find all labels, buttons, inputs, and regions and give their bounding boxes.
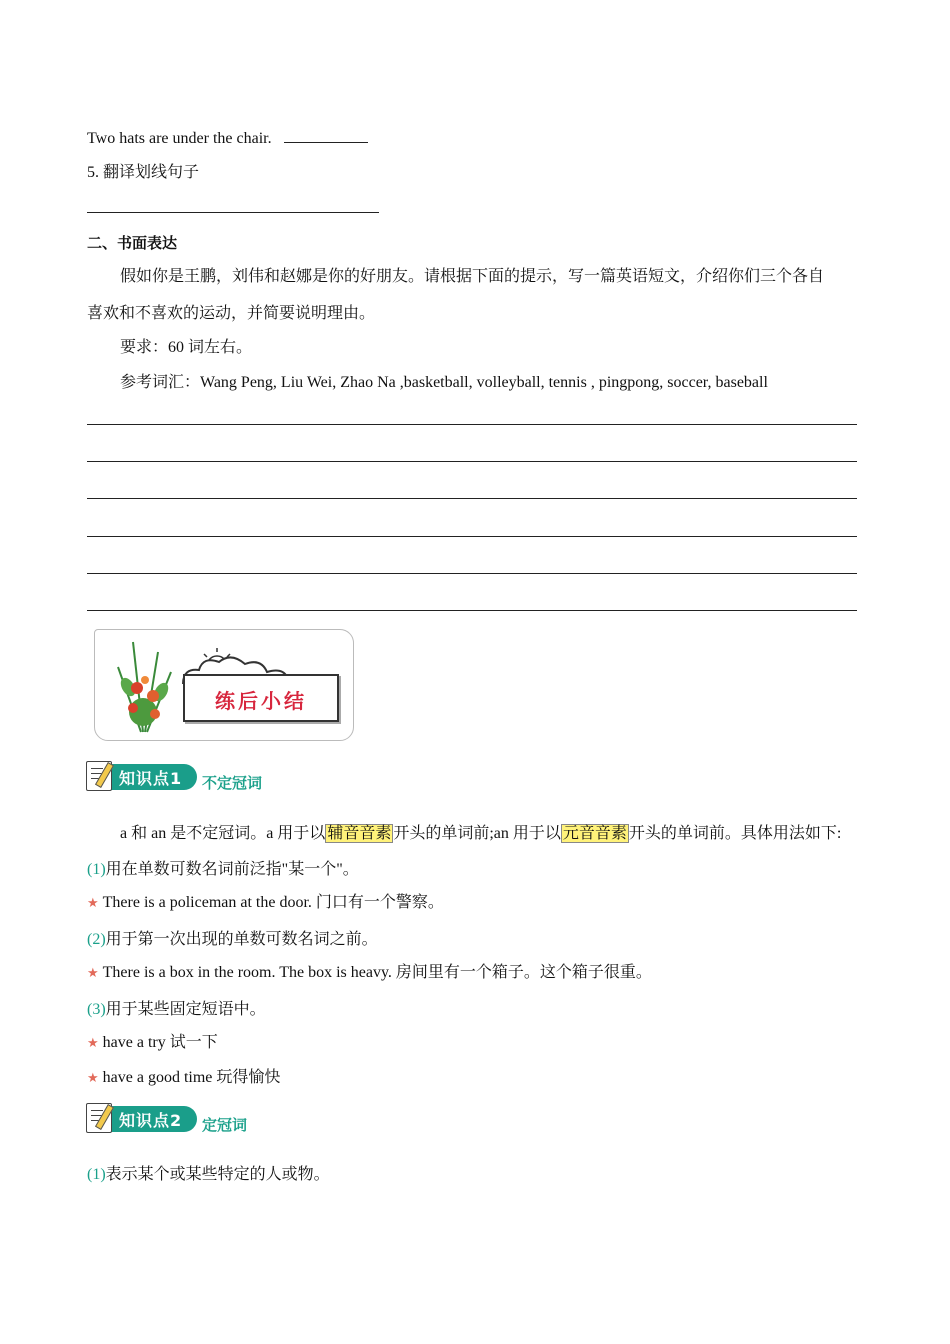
question-5: 5. 翻译划线句子	[87, 164, 200, 181]
knowledge-badge-2	[87, 1106, 197, 1132]
example-text: There is a policeman at the door. 门口有一个警察。	[102, 894, 444, 911]
usage-def-1	[87, 1165, 330, 1185]
star-icon: ★	[87, 1070, 99, 1085]
example-1	[87, 893, 444, 913]
usage-text: 表示某个或某些特定的人或物。	[105, 1166, 330, 1183]
usage-number: (1)	[87, 1166, 106, 1183]
star-icon: ★	[87, 895, 99, 910]
usage-1	[87, 860, 359, 880]
star-icon: ★	[87, 965, 99, 980]
prompt-line-1: 假如你是王鹏，刘伟和赵娜是你的好朋友。请根据下面的提示，写一篇英语短文，介绍你们三个各自	[120, 268, 825, 285]
flower-icon	[103, 632, 183, 737]
intro-text: 开头的单词前。具体用法如下:	[628, 825, 842, 842]
usage-number: (2)	[87, 931, 106, 948]
vocabulary: 参考词汇：Wang Peng, Liu Wei, Zhao Na ,basketball, volleyball, tennis , pingpong, soccer, baseball	[120, 374, 768, 391]
question-line	[87, 128, 368, 149]
summary-title: 练后小结	[215, 689, 307, 713]
star-icon: ★	[87, 1035, 99, 1050]
badge-label: 知识点2	[119, 1111, 183, 1130]
example-text: There is a box in the room. The box is heavy. 房间里有一个箱子。这个箱子很重。	[102, 964, 652, 981]
knowledge-badge-1	[87, 764, 197, 790]
answer-blank[interactable]	[284, 128, 368, 143]
writing-line[interactable]	[87, 498, 857, 499]
writing-line[interactable]	[87, 461, 857, 462]
writing-line[interactable]	[87, 610, 857, 611]
example-2	[87, 963, 652, 983]
example-text: have a try 试一下	[102, 1034, 218, 1051]
knowledge-title-2: 定冠词	[202, 1116, 248, 1134]
example-4	[87, 1068, 280, 1088]
summary-title-box	[183, 674, 339, 722]
section-title: 二、书面表达	[87, 234, 178, 252]
intro-text: 开头的单词前;an 用于以	[393, 825, 561, 842]
usage-2	[87, 930, 378, 950]
intro-text: a 和 an 是不定冠词。a 用于以	[120, 825, 326, 842]
usage-text: 用于第一次出现的单数可数名词之前。	[105, 931, 378, 948]
summary-banner	[94, 629, 354, 741]
badge-label: 知识点1	[119, 769, 183, 788]
writing-line[interactable]	[87, 424, 857, 425]
writing-line[interactable]	[87, 573, 857, 574]
knowledge-title-1: 不定冠词	[202, 774, 263, 792]
usage-text: 用在单数可数名词前泛指"某一个"。	[105, 861, 359, 878]
question-text: Two hats are under the chair.	[87, 130, 272, 147]
usage-number: (1)	[87, 861, 106, 878]
requirement: 要求：60 词左右。	[120, 339, 253, 356]
usage-number: (3)	[87, 1001, 106, 1018]
highlight-consonant: 辅音音素	[327, 825, 392, 842]
prompt-line-2: 喜欢和不喜欢的运动，并简要说明理由。	[87, 305, 376, 322]
intro-paragraph	[120, 824, 841, 844]
answer-line[interactable]	[87, 212, 379, 213]
writing-line[interactable]	[87, 536, 857, 537]
highlight-vowel: 元音音素	[562, 825, 627, 842]
example-3	[87, 1033, 218, 1053]
example-text: have a good time 玩得愉快	[102, 1069, 281, 1086]
usage-text: 用于某些固定短语中。	[105, 1001, 266, 1018]
usage-3	[87, 1000, 266, 1020]
